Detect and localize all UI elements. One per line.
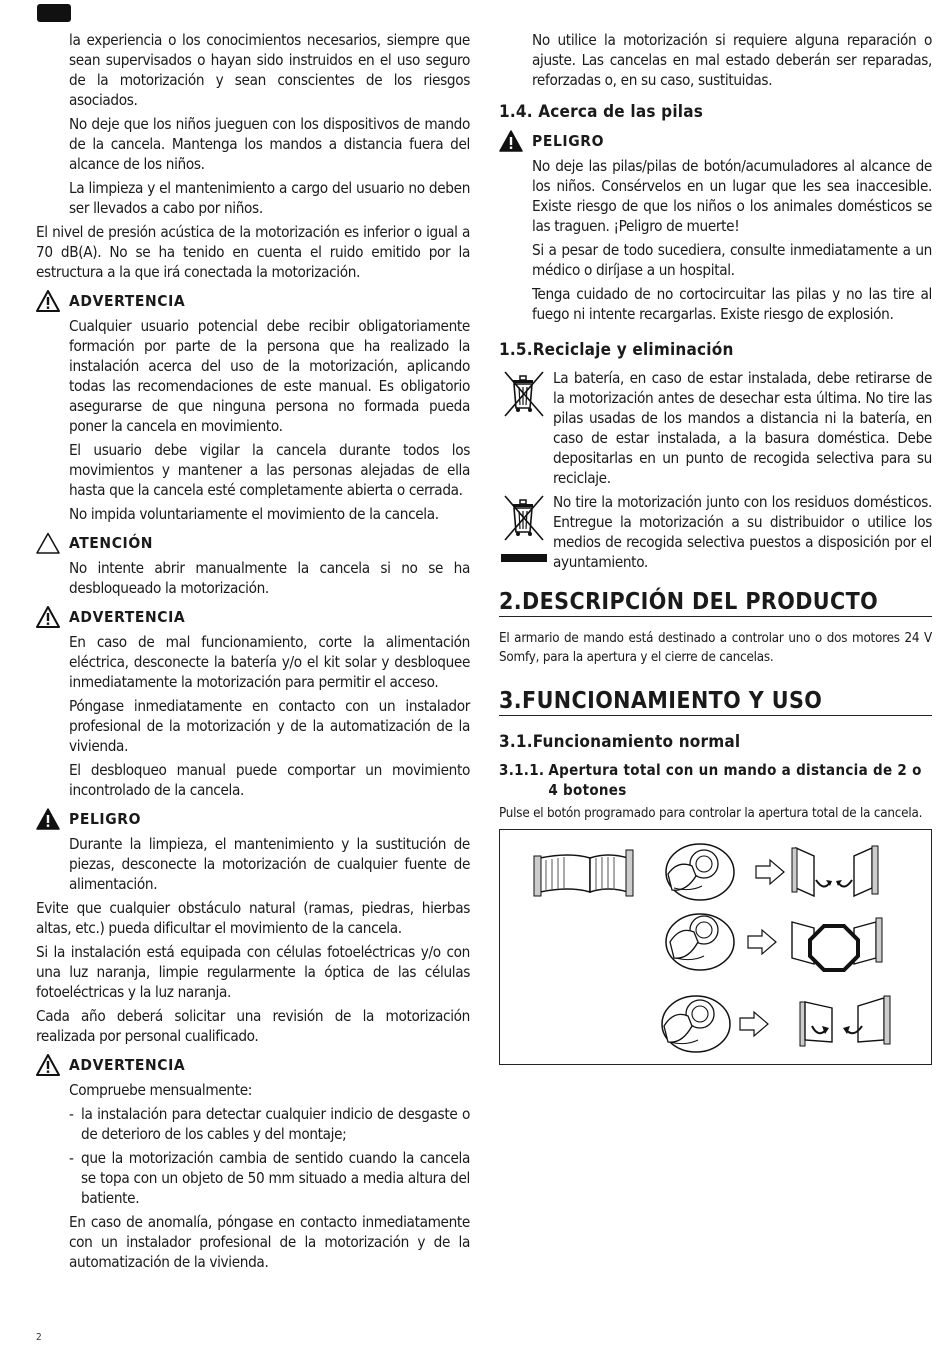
paragraph: No deje las pilas/pilas de botón/acumuladores al alcance de los niños. Consérvelos en un lugar que les sea inaccesible. Existe riesgo de que los niños o los animales domésticos se las traguen. ¡Peligro de muerte!	[532, 157, 932, 235]
paragraph: No impida voluntariamente el movimiento de la cancela.	[69, 505, 439, 523]
paragraph: Pulse el botón programado para controlar la apertura total de la cancela.	[499, 806, 923, 821]
subsection-heading	[499, 760, 932, 800]
remote-control-icon	[666, 844, 734, 900]
warning-heading	[36, 606, 470, 628]
paragraph: La limpieza y el mantenimiento a cargo del usuario no deben ser llevados a cabo por niños.	[69, 179, 470, 217]
paragraph: Durante la limpieza, el mantenimiento y la sustitución de piezas, desconecte la motorización de cualquier fuente de alimentación.	[69, 835, 470, 893]
paragraph: Si la instalación está equipada con células fotoeléctricas y/o con una luz naranja, limpie regularmente la óptica de las células fotoeléctricas y la luz naranja.	[36, 943, 470, 1001]
warning-title: ADVERTENCIA	[69, 608, 186, 626]
list-item	[36, 1148, 470, 1208]
paragraph: Evite que cualquier obstáculo natural (ramas, piedras, hierbas altas, etc.) pueda dificultar el movimiento de la cancela.	[36, 899, 470, 937]
arrow-right-icon	[756, 860, 784, 884]
arrow-right-icon	[740, 1012, 768, 1036]
paragraph: la experiencia o los conocimientos necesarios, siempre que sean supervisados o hayan sido instruidos en el uso seguro de la motorización y sean conscientes de los riesgos asociados.	[69, 31, 470, 109]
section-heading: 3.1.Funcionamiento normal	[499, 732, 741, 752]
closed-gate-icon	[534, 850, 633, 896]
paragraph: No utilice la motorización si requiere alguna reparación o ajuste. Las cancelas en mal estado deberán ser reparadas, reforzadas o, en su caso, sustituidas.	[532, 31, 932, 89]
paragraph: El armario de mando está destinado a controlar uno o dos motores 24 V Somfy, para la apertura y el cierre de cancelas.	[499, 631, 932, 665]
warning-triangle-icon	[36, 290, 60, 312]
danger-heading	[499, 130, 932, 152]
recycle-notice	[499, 368, 932, 488]
paragraph: Cualquier usuario potencial debe recibir obligatoriamente formación por parte de la persona que ha realizado la instalación acerca del uso de la motorización, aplicando todas las recomendaciones de este manual. Es obligatorio asegurarse de que ninguna persona no formada pueda poner la cancela en movimiento.	[69, 317, 470, 435]
danger-triangle-icon	[36, 808, 60, 830]
section-heading: 1.4. Acerca de las pilas	[499, 102, 704, 122]
paragraph: En caso de anomalía, póngase en contacto inmediatamente con un instalador profesional de la motorización y de la automatización de la vivienda.	[69, 1213, 470, 1271]
paragraph: Póngase inmediatamente en contacto con un instalador profesional de la motorización y de la automatización de la vivienda.	[69, 697, 470, 755]
crossed-bin-icon	[499, 492, 547, 568]
warning-triangle-icon	[36, 1054, 60, 1076]
page-number: 2	[36, 1332, 42, 1343]
chapter-heading: 3.FUNCIONAMIENTO Y USO	[499, 691, 932, 716]
paragraph: En caso de mal funcionamiento, corte la alimentación eléctrica, desconecte la batería y/o el kit solar y desbloquee inmediatamente la motorización para permitir el acceso.	[69, 633, 470, 691]
caution-triangle-outline-icon	[36, 532, 60, 554]
list-dash: -	[69, 1105, 74, 1123]
arrow-right-icon	[748, 930, 776, 954]
recycle-text: La batería, en caso de estar instalada, debe retirarse de la motorización antes de desechar esta última. No tire las pilas usadas de los mandos a distancia ni la batería, en caso de estar instalada, a la basura doméstica. Debe depositarlas en un punto de recogida selectiva para su reciclaje.	[553, 369, 932, 487]
remote-control-icon	[662, 996, 730, 1052]
subsection-number: 3.1.1.	[499, 761, 545, 779]
list-item-text: la instalación para detectar cualquier indicio de desgaste o de deterioro de los cables y del montaje;	[81, 1105, 470, 1143]
closing-gate-icon	[800, 996, 890, 1046]
list-item	[36, 1104, 470, 1144]
paragraph: No deje que los niños jueguen con los dispositivos de mando de la cancela. Mantenga los mandos a distancia fuera del alcance de los niños.	[69, 115, 470, 173]
danger-heading	[36, 808, 470, 830]
recycle-text: No tire la motorización junto con los residuos domésticos. Entregue la motorización a su distribuidor o utilice los medios de recogida selectiva puestos a disposición por el ayuntamiento.	[553, 493, 932, 571]
paragraph: El usuario debe vigilar la cancela durante todos los movimientos y mantener a las personas alejadas de ella hasta que la cancela esté completamente abierta o cerrada.	[69, 441, 470, 499]
list-item-text: que la motorización cambia de sentido cuando la cancela se topa con un objeto de 50 mm situado a media altura del batiente.	[81, 1149, 470, 1207]
danger-title: PELIGRO	[532, 132, 605, 150]
list-dash: -	[69, 1149, 74, 1167]
paragraph: Compruebe mensualmente:	[69, 1081, 253, 1099]
crossed-bin-icon	[499, 368, 547, 420]
warning-heading	[36, 1054, 470, 1076]
warning-title: ADVERTENCIA	[69, 292, 186, 310]
paragraph: No intente abrir manualmente la cancela si no se ha desbloqueado la motorización.	[69, 559, 470, 597]
caution-title: ATENCIÓN	[69, 534, 154, 552]
danger-title: PELIGRO	[69, 810, 142, 828]
warning-triangle-icon	[36, 606, 60, 628]
stop-octagon-icon	[810, 926, 858, 970]
paragraph: Cada año deberá solicitar una revisión de la motorización realizada por personal cualificado.	[36, 1007, 470, 1045]
right-column	[499, 30, 932, 1065]
paragraph: Si a pesar de todo sucediera, consulte inmediatamente a un médico o diríjase a un hospital.	[532, 241, 932, 279]
caution-heading	[36, 532, 470, 554]
page-tab-marker	[37, 4, 71, 22]
left-column	[36, 30, 470, 1276]
chapter-heading: 2.DESCRIPCIÓN DEL PRODUCTO	[499, 592, 932, 617]
paragraph: Tenga cuidado de no cortocircuitar las pilas y no las tire al fuego ni intente recargarlas. Existe riesgo de explosión.	[532, 285, 932, 323]
section-heading: 1.5.Reciclaje y eliminación	[499, 340, 734, 360]
recycle-notice	[499, 492, 932, 572]
stop-gate-icon	[792, 918, 882, 970]
gate-operation-figure	[499, 829, 932, 1065]
remote-control-icon	[666, 914, 734, 970]
opening-gate-icon	[792, 846, 878, 896]
gate-operation-illustration	[500, 830, 933, 1064]
warning-heading	[36, 290, 470, 312]
subsection-title: Apertura total con un mando a distancia de 2 o 4 botones	[548, 761, 922, 799]
danger-triangle-icon	[499, 130, 523, 152]
warning-title: ADVERTENCIA	[69, 1056, 186, 1074]
paragraph: El desbloqueo manual puede comportar un movimiento incontrolado de la cancela.	[69, 761, 470, 799]
paragraph: El nivel de presión acústica de la motorización es inferior o igual a 70 dB(A). No se ha tenido en cuenta el ruido emitido por la estructura a la que irá conectada la motorización.	[36, 223, 470, 281]
